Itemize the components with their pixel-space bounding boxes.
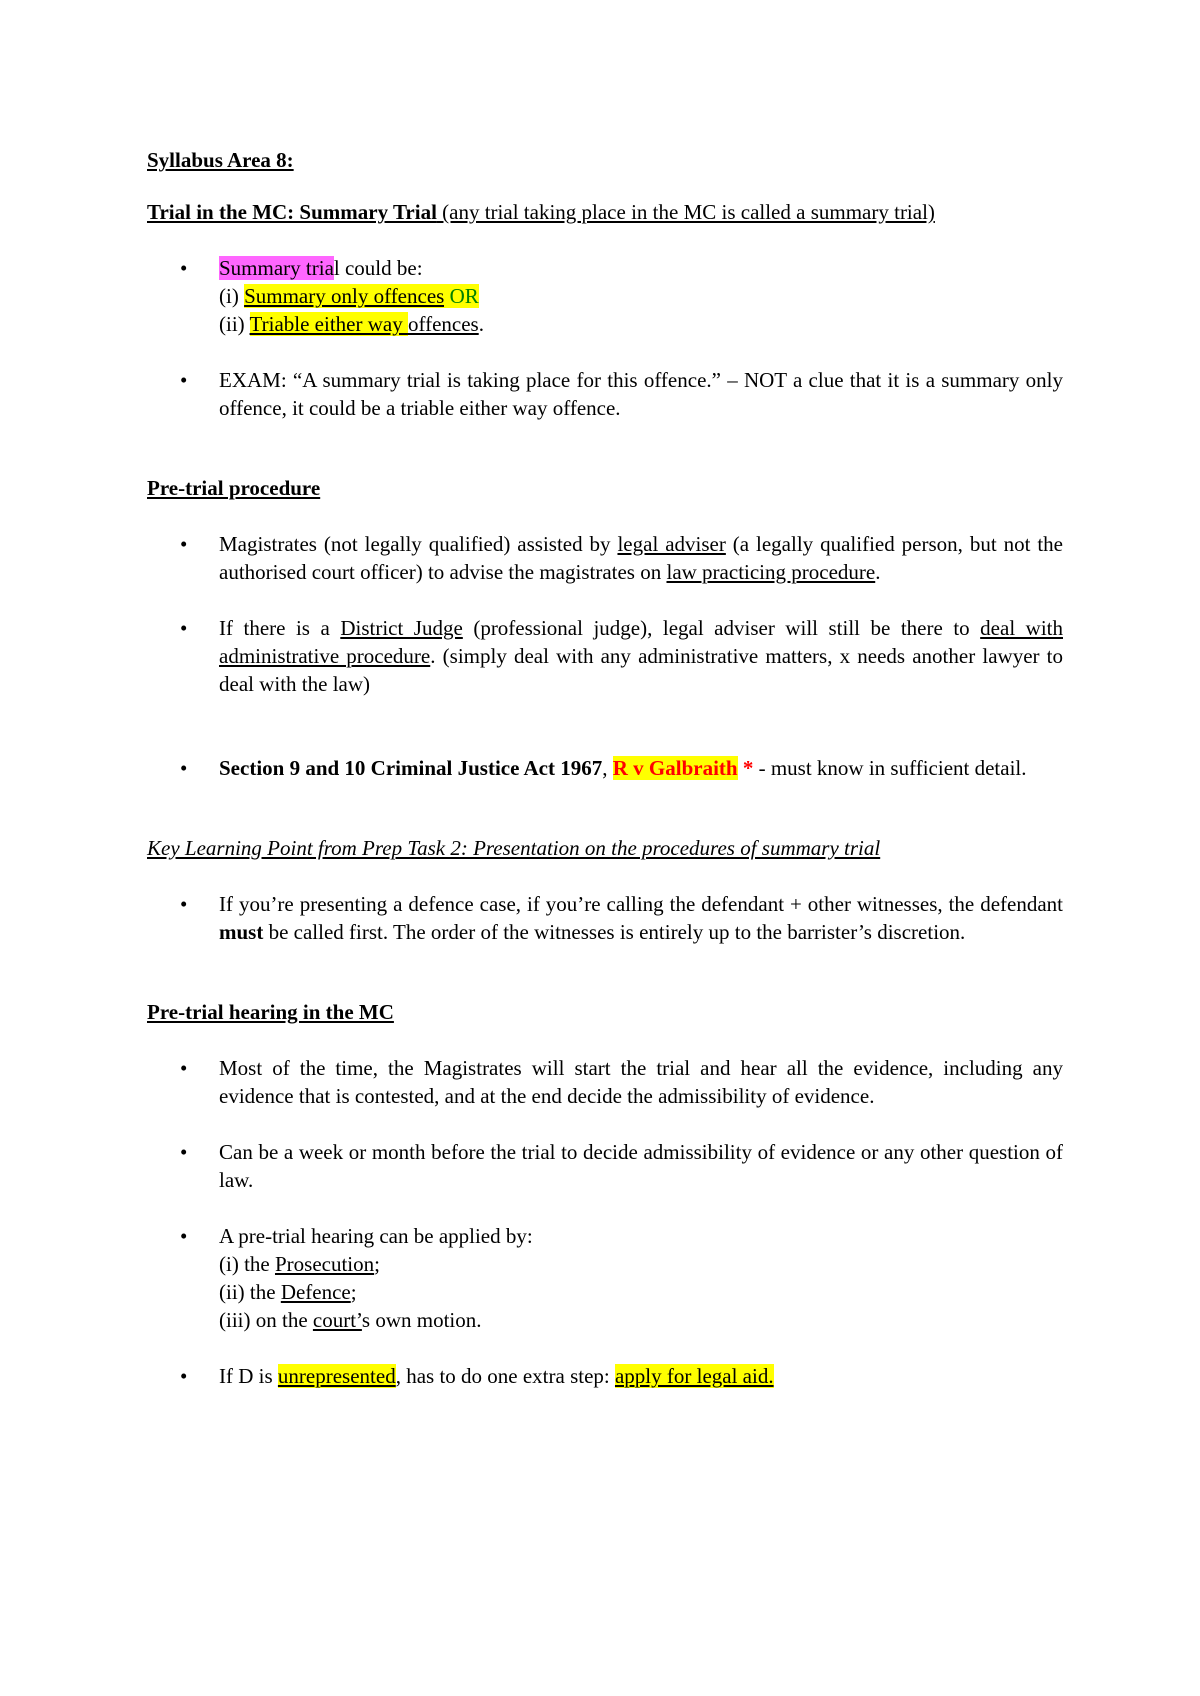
option-ii-end: .: [478, 312, 484, 336]
court-term: court’: [312, 1308, 362, 1332]
bullet-summary-trial: [147, 254, 1063, 338]
b5-text-rest: - must know in sufficient detail.: [753, 756, 1027, 780]
syllabus-title: Syllabus Area 8:: [147, 148, 294, 172]
trial-heading: [147, 198, 1063, 226]
document-body: [147, 146, 1063, 1390]
applied-by-iii-prefix: (iii) on the: [219, 1308, 313, 1332]
b3-text-2: (a legally qualified person, but not the authorised court officer) to advise the magistrates on: [219, 532, 1063, 584]
prosecution-term: Prosecution: [274, 1252, 375, 1276]
bullet-unrepresented: [147, 1362, 1063, 1390]
b6-text-2: be called first. The order of the witnesses is entirely up to the barrister’s discretion.: [263, 920, 966, 944]
or-label: OR: [444, 284, 479, 308]
summary-trial-text: l could be:: [333, 256, 423, 280]
must-emphasis: must: [219, 920, 264, 944]
pretrial-list: [147, 530, 1063, 782]
option-i-prefix: (i): [219, 284, 245, 308]
trial-heading-note: (any trial taking place in the MC is called a summary trial): [436, 200, 935, 224]
b3-text-3: .: [875, 560, 881, 584]
defence-term: Defence: [280, 1280, 351, 1304]
b3-text-1: Magistrates (not legally qualified) assisted by: [219, 532, 618, 556]
applied-by-intro: • A pre-trial hearing can be applied by:: [219, 1224, 533, 1248]
b6-text-1: If you’re presenting a defence case, if you’re calling the defendant + other witnesses, the defendant: [219, 892, 1063, 916]
unrepresented-highlight: unrepresented: [277, 1364, 396, 1388]
offences-text: offences: [407, 312, 479, 336]
b4-text-2: (professional judge), legal adviser will still be there to: [462, 616, 981, 640]
district-judge-term: District Judge: [340, 616, 463, 640]
bullet-magistrates: [147, 530, 1063, 586]
applied-by-ii-prefix: (ii) the: [219, 1280, 281, 1304]
legal-aid-highlight: apply for legal aid.: [614, 1364, 774, 1388]
b4-text-3: . (simply deal with any administrative matters, x needs another lawyer to deal with the law): [219, 644, 1063, 696]
applied-by-iii-end: s own motion.: [361, 1308, 482, 1332]
bullet-section-9-10: [147, 754, 1063, 782]
case-star: *: [737, 756, 754, 780]
b5-comma: ,: [602, 756, 613, 780]
administrative-procedure-term: deal with administrative procedure: [219, 616, 1063, 668]
summary-only-highlight: Summary only offences: [244, 284, 445, 308]
b4-text-1: If there is a: [219, 616, 341, 640]
key-learning-point-heading: Key Learning Point from Prep Task 2: Presentation on the procedures of summary trial: [147, 836, 881, 860]
legal-adviser-term: legal adviser: [617, 532, 726, 556]
option-ii-prefix: (ii): [219, 312, 250, 336]
law-practicing-term: law practicing procedure: [666, 560, 876, 584]
bullet-most-of-time: • Most of the time, the Magistrates will start the trial and hear all the evidence, including any evidence that is contested, and at the end decide the admissibility of evidence.: [147, 1054, 1063, 1110]
cja-reference: Section 9 and 10 Criminal Justice Act 1967: [219, 756, 603, 780]
summary-trial-highlight: Summary tria: [219, 256, 334, 280]
trial-heading-bold: Trial in the MC: Summary Trial: [147, 200, 437, 224]
bullet-district-judge: [147, 614, 1063, 698]
case-galbraith: R v Galbraith: [612, 756, 738, 780]
pretrial-procedure-heading: Pre-trial procedure: [147, 476, 321, 500]
applied-by-i-end: ;: [374, 1252, 380, 1276]
bullet-defence-case: [147, 890, 1063, 946]
summary-trial-list: [147, 254, 1063, 422]
pretrial-hearing-list: [147, 1054, 1063, 1390]
pretrial-hearing-heading: Pre-trial hearing in the MC: [147, 1000, 394, 1024]
applied-by-i-prefix: (i) the: [219, 1252, 275, 1276]
bullet-applied-by: [147, 1222, 1063, 1334]
bullet-week-or-month: • Can be a week or month before the trial to decide admissibility of evidence or any other question of law.: [147, 1138, 1063, 1194]
bullet-exam: • EXAM: “A summary trial is taking place for this offence.” – NOT a clue that it is a summary only offence, it could be a triable either way offence.: [147, 366, 1063, 422]
b10-text-2: , has to do one extra step:: [395, 1364, 615, 1388]
b10-text-1: If D is: [219, 1364, 278, 1388]
triable-either-way-highlight: Triable either way: [249, 312, 408, 336]
applied-by-ii-end: ;: [350, 1280, 357, 1304]
key-learning-list: [147, 890, 1063, 946]
